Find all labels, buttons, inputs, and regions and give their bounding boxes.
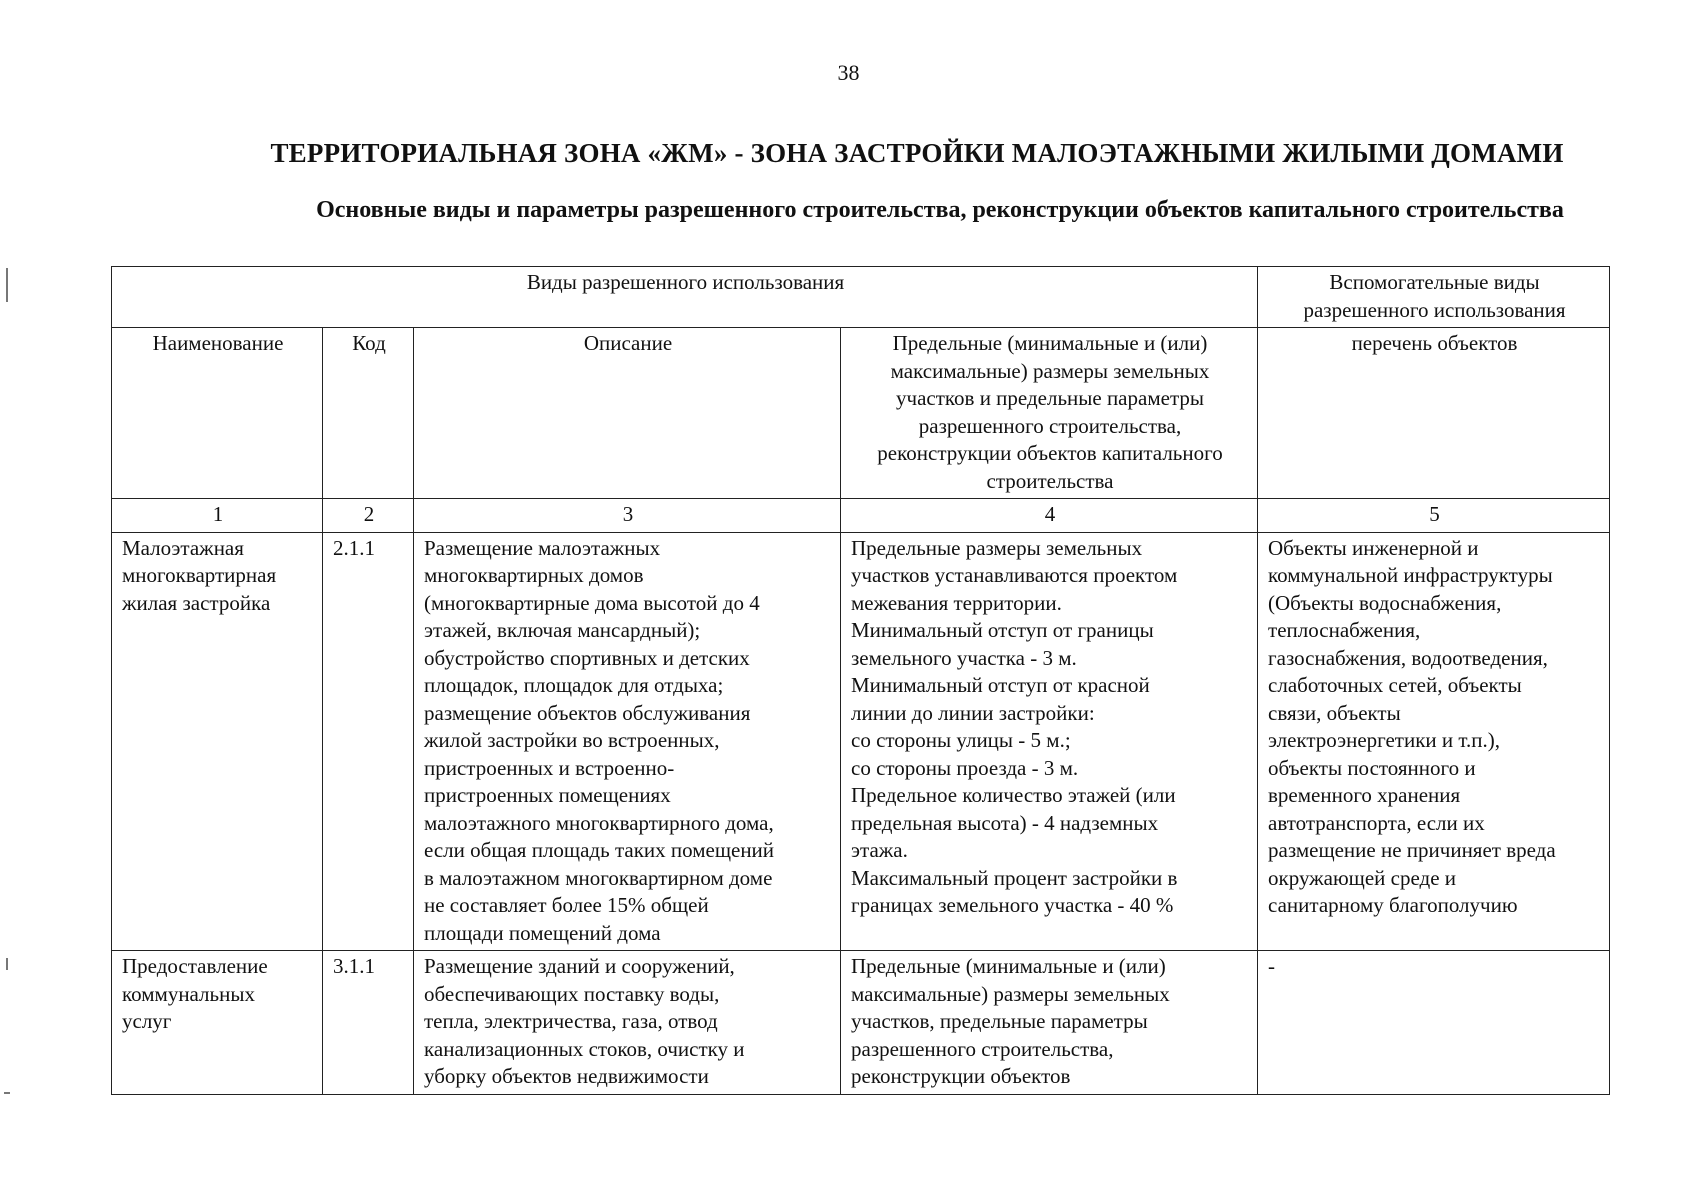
table-column-header-row [112,328,1610,499]
column-number: 3 [414,499,841,533]
group-header-main: Виды разрешенного использования [112,267,1258,328]
scan-margin-mark [6,958,8,970]
column-number: 1 [112,499,323,533]
table-row [112,951,1610,1095]
scan-margin-mark [4,1092,10,1094]
table-subtitle: Основные виды и параметры разрешенного строительства, реконструкции объектов капитального строительства [316,197,1564,223]
row-description: Размещение зданий и сооружений, обеспечивающих поставку воды, тепла, электричества, газа, отвод канализационных стоков, очистку и уборку объектов недвижимости [414,951,841,1095]
column-header-description: Описание [414,328,841,499]
zone-title: ТЕРРИТОРИАЛЬНАЯ ЗОНА «ЖМ» - ЗОНА ЗАСТРОЙКИ МАЛОЭТАЖНЫМИ ЖИЛЫМИ ДОМАМИ [270,138,1564,168]
column-header-aux-list: перечень объектов [1258,328,1610,499]
land-use-table [111,266,1610,1095]
table-row [112,532,1610,951]
column-header-limits: Предельные (минимальные и (или) максимальные) размеры земельных участков и предельные параметры разрешенного строительства, реконструкции объектов капитального строительства [841,328,1258,499]
row-code: 3.1.1 [323,951,414,1095]
scan-margin-mark [6,268,8,302]
row-code: 2.1.1 [323,532,414,951]
row-aux-objects: Объекты инженерной и коммунальной инфраструктуры (Объекты водоснабжения, теплоснабжения, газоснабжения, водоотведения, слаботочных сетей, объекты связи, объекты электроэнергетики и т.п.), объекты постоянного и временного хранения автотранспорта, если их размещение не причиняет вреда окружающей среде и санитарному благополучию [1258,532,1610,951]
column-number: 4 [841,499,1258,533]
column-number: 2 [323,499,414,533]
column-header-code: Код [323,328,414,499]
table-group-header-row [112,267,1610,328]
column-number: 5 [1258,499,1610,533]
group-header-aux: Вспомогательные виды разрешенного использования [1258,267,1610,328]
row-name: Предоставление коммунальных услуг [112,951,323,1095]
page-number: 38 [837,60,860,85]
row-aux-objects: - [1258,951,1610,1095]
column-header-name: Наименование [112,328,323,499]
row-name: Малоэтажная многоквартирная жилая застройка [112,532,323,951]
row-description: Размещение малоэтажных многоквартирных домов (многоквартирные дома высотой до 4 этажей, включая мансардный); обустройство спортивных и детских площадок, площадок для отдыха; размещение объектов обслуживания жилой застройки во встроенных, пристроенных и встроенно- пристроенных помещениях малоэтажного многоквартирного дома, если общая площадь таких помещений в малоэтажном многоквартирном доме не составляет более 15% общей площади помещений дома [414,532,841,951]
row-limits: Предельные (минимальные и (или) максимальные) размеры земельных участков, предельные параметры разрешенного строительства, реконструкции объектов [841,951,1258,1095]
row-limits: Предельные размеры земельных участков устанавливаются проектом межевания территории. Минимальный отступ от границы земельного участка - 3 м. Минимальный отступ от красной линии до линии застройки: со стороны улицы - 5 м.; со стороны проезда - 3 м. Предельное количество этажей (или предельная высота) - 4 надземных этажа. Максимальный процент застройки в границах земельного участка - 40 % [841,532,1258,951]
column-number-row [112,499,1610,533]
